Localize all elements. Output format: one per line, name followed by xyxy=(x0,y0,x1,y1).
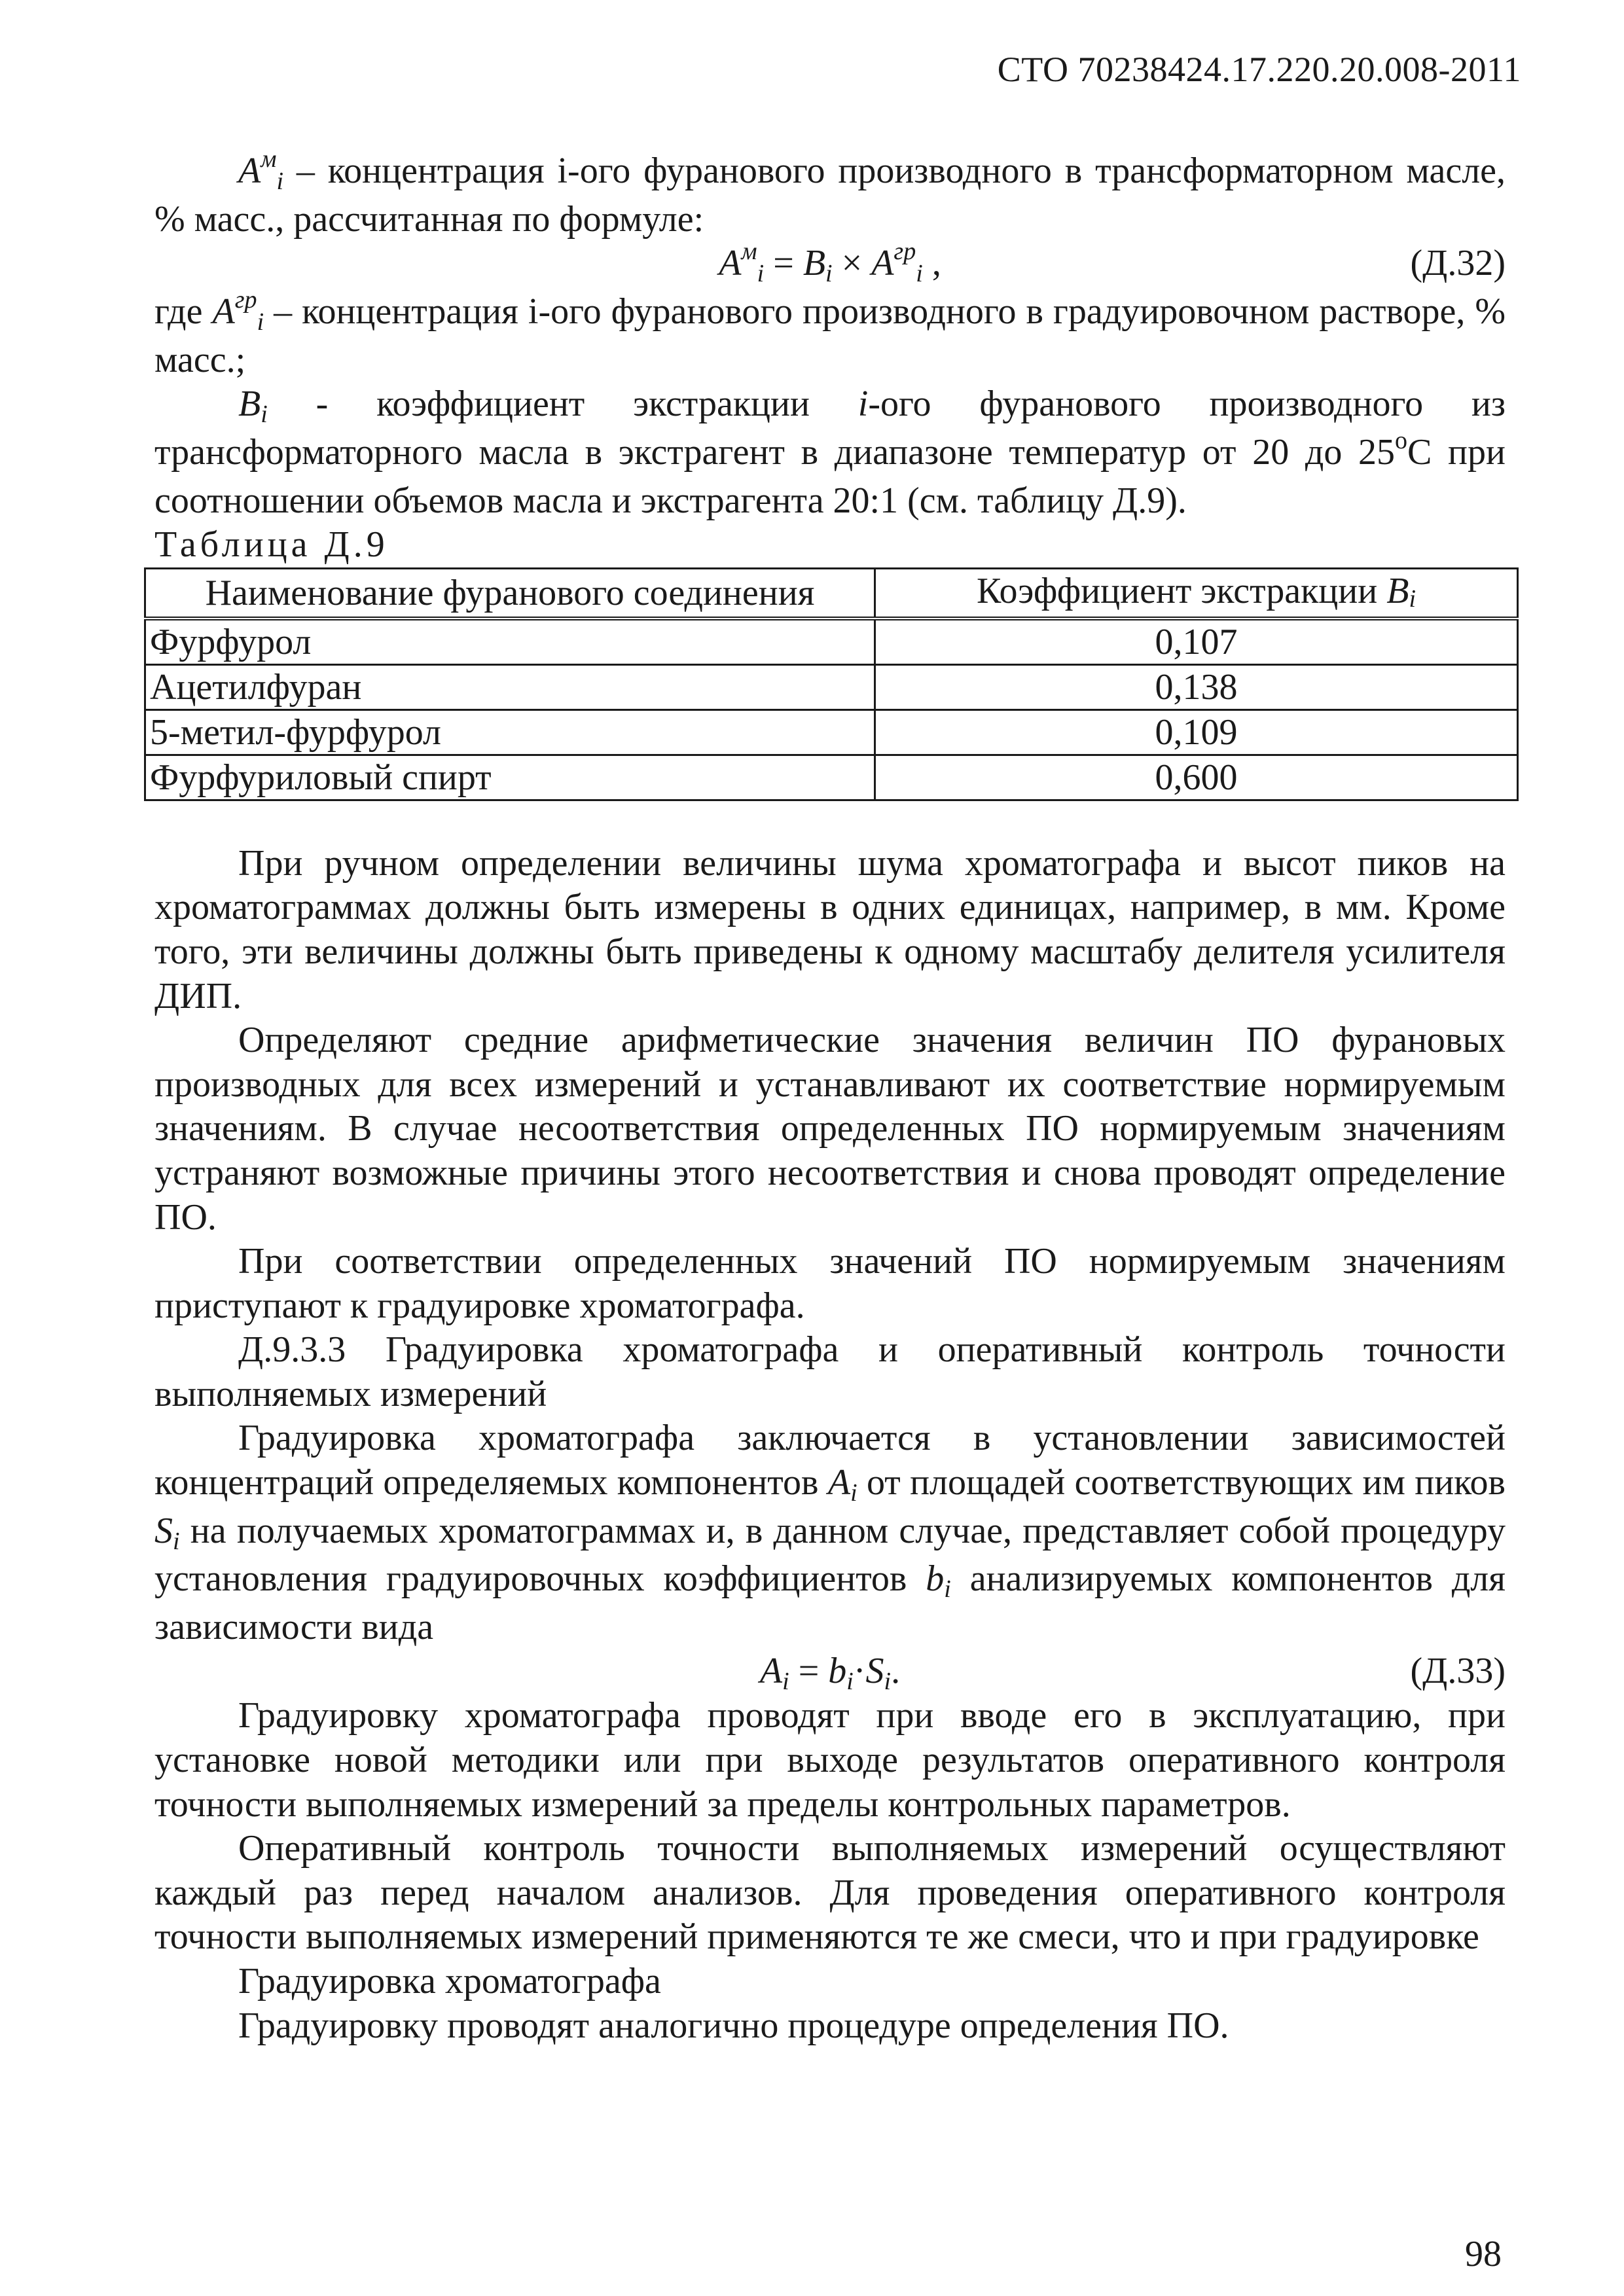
degree-sign: о xyxy=(1395,426,1408,454)
eq-operator: × xyxy=(832,243,872,284)
table-title: Таблица Д.9 xyxy=(154,524,389,565)
symbol-a: A xyxy=(238,151,261,191)
eq-subscript: i xyxy=(825,260,833,288)
eq-subscript: i xyxy=(782,1668,789,1696)
symbol-b: b xyxy=(926,1558,945,1600)
coefficient-value: 0,600 xyxy=(875,755,1518,800)
document-code-header: СТО 70238424.17.220.20.008-2011 xyxy=(997,50,1521,89)
paragraph-text: С при соотношении объемов масла и экстрагента 20:1 (см. таблицу Д.9). xyxy=(154,431,1506,521)
superscript: гр xyxy=(234,286,257,314)
symbol-b: B xyxy=(238,384,261,425)
compound-name: 5-метил-фурфурол xyxy=(145,709,875,755)
paragraph-text: - коэффициент экстракции xyxy=(267,384,858,425)
paragraph-calibration-when: Градуировку хроматографа проводят при вводе его в эксплуатацию, при установке новой методики или при выходе результатов оперативного контроля точности выполняемых измерений за пределы контрольных параметров. xyxy=(154,1695,1506,1825)
spacer xyxy=(154,801,1506,842)
paragraph-noise-measurement: При ручном определении величины шума хроматографа и высот пиков на хроматограммах должны быть измерены в одних единицах, например, в мм. Кроме того, эти величины должны быть приведены к одному масштабу делителя усилителя ДИП. xyxy=(154,842,1506,1016)
equation-expression xyxy=(154,238,1506,290)
equation-d32 xyxy=(154,238,1506,290)
eq-symbol: S xyxy=(865,1651,884,1692)
eq-tail: . xyxy=(891,1651,901,1692)
paragraph-calibration-procedure: Градуировку проводят аналогично процедуре определения ПО. xyxy=(238,2005,1229,2046)
header-symbol: B xyxy=(1386,570,1409,611)
eq-symbol: b xyxy=(828,1651,847,1692)
coefficient-value: 0,138 xyxy=(875,664,1518,709)
paragraph-calibration-description xyxy=(154,1416,1506,1649)
table-header-name: Наименование фуранового соединения xyxy=(145,568,875,619)
header-subscript: i xyxy=(1409,584,1416,613)
extraction-coefficient-table xyxy=(144,567,1519,801)
coefficient-value: 0,107 xyxy=(875,619,1518,665)
eq-symbol: B xyxy=(803,243,826,284)
document-body xyxy=(150,145,1506,2048)
symbol-s: S xyxy=(154,1510,173,1551)
paragraph-text: -ого фуранового производного из трансформаторного масла в экстрагент в диапазоне температур от 20 до 25 xyxy=(154,384,1506,473)
eq-superscript: гр xyxy=(893,238,916,266)
eq-symbol: A xyxy=(759,1651,783,1692)
eq-symbol: A xyxy=(871,243,894,284)
compound-name: Фурфурол xyxy=(145,619,875,665)
eq-symbol: A xyxy=(719,243,742,284)
paragraph-proceed-calibration: При соответствии определенных значений ПО нормируемым значениям приступают к градуировке хроматографа. xyxy=(154,1241,1506,1326)
paragraph-concentration-definition xyxy=(154,145,1506,242)
coefficient-value: 0,109 xyxy=(875,709,1518,755)
subscript: i xyxy=(257,308,264,336)
compound-name: Ацетилфуран xyxy=(145,664,875,709)
subscript: i xyxy=(261,401,268,429)
italic-i: i xyxy=(857,384,869,425)
superscript: м xyxy=(261,145,277,173)
eq-operator: · xyxy=(853,1651,866,1692)
symbol-a: A xyxy=(827,1462,851,1503)
paragraph-text: от площадей соответствующих им пиков xyxy=(857,1462,1506,1503)
subscript: i xyxy=(944,1575,951,1604)
compound-name: Фурфуриловый спирт xyxy=(145,755,875,800)
eq-subscript: i xyxy=(757,260,765,288)
eq-operator: = xyxy=(789,1651,829,1692)
subscript: i xyxy=(850,1479,857,1507)
paragraph-text: – концентрация i-ого фуранового производного в трансформаторном масле, % масс., рассчитанная по формуле: xyxy=(154,151,1506,240)
paragraph-text: Градуировка хроматографа заключается в установлении зависимостей концентраций определяемых компонентов xyxy=(154,1418,1506,1503)
table-row xyxy=(145,709,1518,755)
table-row xyxy=(145,619,1518,665)
table-header-coefficient xyxy=(875,568,1518,619)
table-row xyxy=(145,664,1518,709)
paragraph-extraction-coefficient xyxy=(154,382,1506,523)
symbol-a: A xyxy=(212,291,235,332)
paragraph-text: анализируемых компонентов для зависимости вида xyxy=(154,1558,1506,1647)
section-heading-d933: Д.9.3.3 Градуировка хроматографа и оперативный контроль точности выполняемых измерений xyxy=(154,1329,1506,1414)
equation-d33 xyxy=(154,1649,1506,1694)
eq-superscript: м xyxy=(741,238,757,266)
subscript: i xyxy=(173,1527,180,1555)
paragraph-text: – концентрация i-ого фуранового производного в градуировочном растворе, % масс.; xyxy=(154,291,1506,380)
eq-operator: = xyxy=(764,243,803,284)
subscript: i xyxy=(276,168,284,195)
eq-tail: , xyxy=(922,243,941,284)
equation-number: (Д.32) xyxy=(1410,243,1506,284)
equation-number: (Д.33) xyxy=(1410,1651,1506,1692)
eq-subscript: i xyxy=(916,260,923,288)
table-header-row xyxy=(145,568,1518,619)
paragraph-calibration-heading: Градуировка хроматографа xyxy=(238,1961,661,2001)
header-text: Коэффициент экстракции xyxy=(976,570,1387,611)
eq-subscript: i xyxy=(846,1668,854,1696)
paragraph-text: на получаемых хроматограммах и, в данном случае, представляет собой процедуру установления градуировочных коэффициентов xyxy=(154,1510,1506,1600)
eq-subscript: i xyxy=(884,1668,892,1696)
page-number: 98 xyxy=(1465,2234,1502,2274)
table-row xyxy=(145,755,1518,800)
paragraph-operational-control: Оперативный контроль точности выполняемых измерений осуществляют каждый раз перед началом анализов. Для проведения оперативного контроля точности выполняемых измерений применяются те же смеси, что и при градуировке xyxy=(154,1828,1506,1958)
paragraph-mean-values: Определяют средние арифметические значения величин ПО фурановых производных для всех измерений и устанавливают их соответствие нормируемым значениям. В случае несоответствия определенных ПО нормируемым значениям устраняют возможные причины этого несоответствия и снова проводят определение ПО. xyxy=(154,1020,1506,1238)
paragraph-where-definition xyxy=(154,286,1506,382)
equation-expression xyxy=(154,1649,1506,1698)
where-prefix: где xyxy=(154,291,213,332)
